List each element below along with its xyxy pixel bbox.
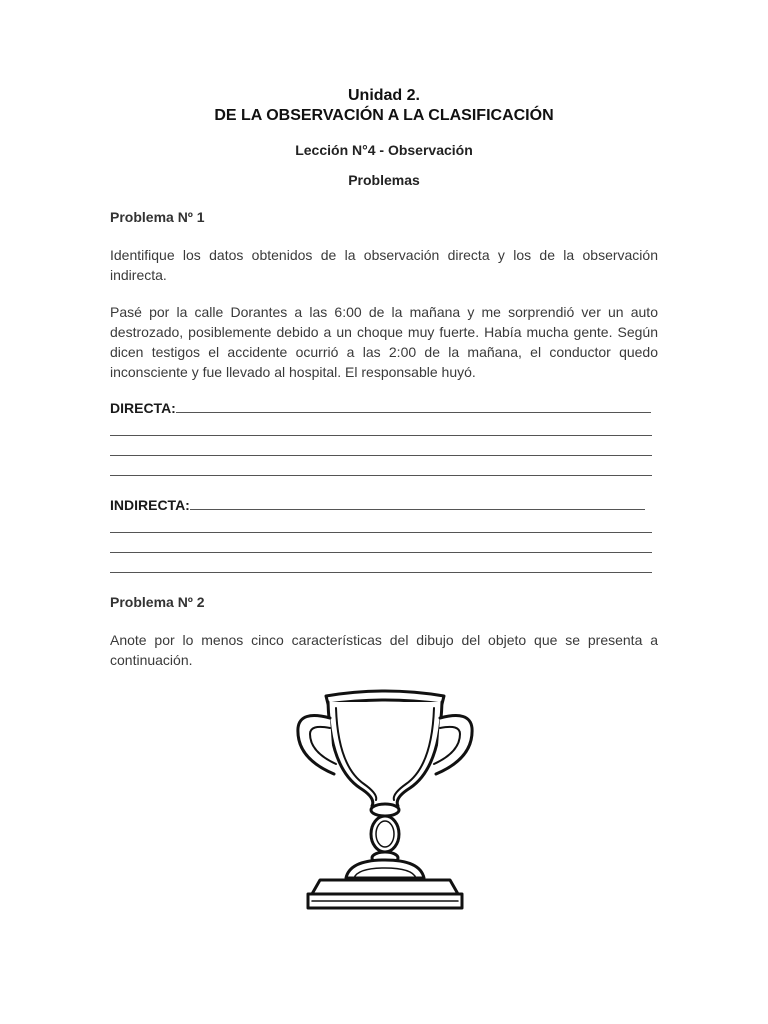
section-title: DE LA OBSERVACIÓN A LA CLASIFICACIÓN xyxy=(214,107,554,124)
indirect-answer-row xyxy=(110,495,645,515)
lesson-title: Lección N°4 - Observación xyxy=(295,142,473,158)
direct-answer-line[interactable] xyxy=(110,435,652,436)
trophy-cup-icon xyxy=(290,688,480,914)
indirect-answer-line[interactable] xyxy=(110,532,652,533)
problem-1-story: Pasé por la calle Dorantes a las 6:00 de la mañana y me sorprendió ver un auto destrozado, posiblemente debido a un choque muy fuerte. Había mucha gente. Según dicen testigos el accidente ocurrió a las 2:00 de la mañana, el conductor quedo inconsciente y fue llevado al hospital. El responsable huyó. xyxy=(110,304,658,380)
problem-1-heading: Problema Nº 1 xyxy=(110,209,205,225)
indirect-answer-blank[interactable] xyxy=(190,497,645,510)
problem-1-instruction: Identifique los datos obtenidos de la observación directa y los de la observación indirecta. xyxy=(110,247,658,283)
indirect-answer-line[interactable] xyxy=(110,572,652,573)
indirect-answer-line[interactable] xyxy=(110,552,652,553)
direct-answer-line[interactable] xyxy=(110,475,652,476)
problem-2-instruction: Anote por lo menos cinco características del dibujo del objeto que se presenta a continuación. xyxy=(110,632,658,668)
direct-label: DIRECTA: xyxy=(110,400,176,416)
direct-answer-row xyxy=(110,398,651,418)
direct-answer-blank[interactable] xyxy=(176,400,651,413)
problems-heading: Problemas xyxy=(348,172,420,188)
problem-2-heading: Problema Nº 2 xyxy=(110,594,205,610)
direct-answer-line[interactable] xyxy=(110,455,652,456)
indirect-label: INDIRECTA: xyxy=(110,497,190,513)
unit-title: Unidad 2. xyxy=(347,87,420,104)
